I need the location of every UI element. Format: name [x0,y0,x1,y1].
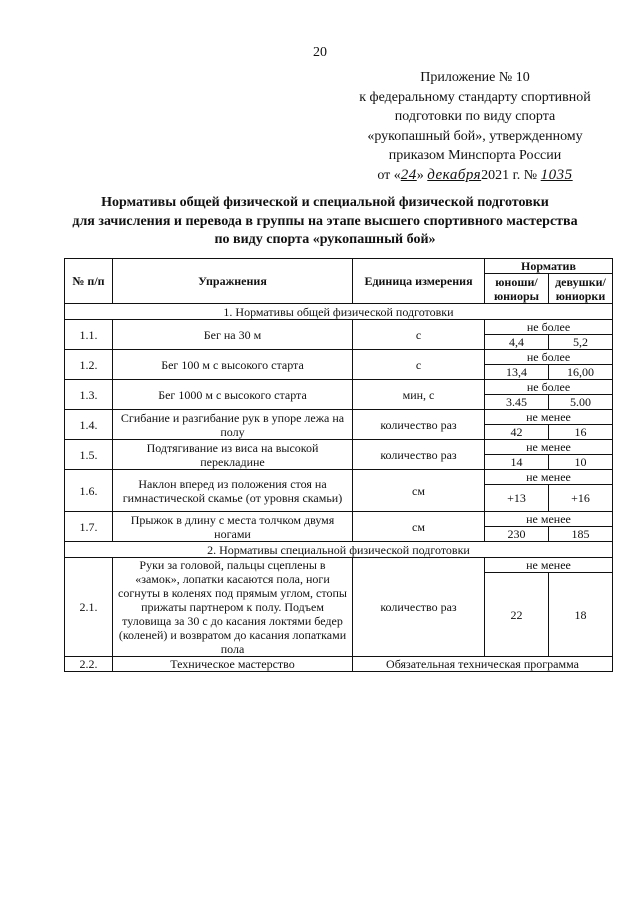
date-mid: » [416,167,424,183]
row-boys-value: 14 [485,455,549,470]
date-month: декабря [427,166,482,183]
section-2-title: 2. Нормативы специальной физической подготовки [65,542,613,558]
section-1-title: 1. Нормативы общей физической подготовки [65,304,613,320]
row-norm-label: не менее [485,410,613,425]
appendix-line-4: «рукопашный бой», утвержденному [367,128,583,144]
row-num: 1.1. [65,320,113,350]
row-boys-value: 22 [485,573,549,657]
date-day: 24 [400,166,417,183]
row-girls-value: 16 [549,425,613,440]
appendix-header [330,68,620,185]
row-girls-value: 10 [549,455,613,470]
document-title [40,194,610,250]
date-year: 2021 г. № [481,167,538,183]
header-norm: Норматив [485,259,613,274]
row-exercise: Прыжок в длину с места толчком двумя ногами [113,512,353,542]
row-exercise: Бег на 30 м [113,320,353,350]
row-num: 2.2. [65,657,113,672]
table-row [65,470,613,485]
table-row [65,350,613,365]
row-unit: см [353,512,485,542]
header-girls: девушки/ юниорки [549,274,613,304]
row-girls-value: 185 [549,527,613,542]
section-row [65,542,613,558]
row-exercise: Сгибание и разгибание рук в упоре лежа на полу [113,410,353,440]
appendix-line-5: приказом Минспорта России [388,148,562,163]
row-num: 1.7. [65,512,113,542]
row-num: 1.2. [65,350,113,380]
header-unit: Единица измерения [353,259,485,304]
row-unit: с [353,320,485,350]
row-boys-value: +13 [485,485,549,512]
table-row [65,512,613,527]
title-line-2: для зачисления и перевода в группы на этапе высшего спортивного мастерства [72,213,578,229]
row-girls-value: 5.00 [549,395,613,410]
row-boys-value: 13,4 [485,365,549,380]
row-num: 1.3. [65,380,113,410]
appendix-line-1: Приложение № 10 [420,70,530,85]
title-line-1: Нормативы общей физической и специальной физической подготовки [101,195,549,210]
row-norm-label: не менее [485,470,613,485]
header-num: № п/п [65,259,113,304]
row-boys-value: 230 [485,527,549,542]
row-exercise: Наклон вперед из положения стоя на гимнастической скамье (от уровня скамьи) [113,470,353,512]
header-boys: юноши/ юниоры [485,274,549,304]
appendix-line-2: к федеральному стандарту спортивной [359,89,591,105]
row-norm-label: не более [485,350,613,365]
row-norm-label: не менее [485,512,613,527]
table-row [65,440,613,455]
row-exercise: Техническое мастерство [113,657,353,672]
row-boys-value: 42 [485,425,549,440]
row-exercise: Бег 1000 м с высокого старта [113,380,353,410]
row-norm-label: не менее [485,558,613,573]
row-norm-label: не более [485,320,613,335]
row-girls-value: +16 [549,485,613,512]
table-row [65,657,613,672]
table-row [65,320,613,335]
page-number: 20 [313,45,327,60]
row-exercise: Бег 100 м с высокого старта [113,350,353,380]
date-prefix: от « [377,167,401,183]
row-technical-program: Обязательная техническая программа [353,657,613,672]
row-boys-value: 3.45 [485,395,549,410]
row-num: 1.6. [65,470,113,512]
row-unit: см [353,470,485,512]
row-num: 1.4. [65,410,113,440]
section-row [65,304,613,320]
row-unit: мин, с [353,380,485,410]
row-num: 1.5. [65,440,113,470]
table-row [65,380,613,395]
row-exercise: Подтягивание из виса на высокой перекладине [113,440,353,470]
title-line-3: по виду спорта «рукопашный бой» [214,232,436,247]
row-girls-value: 16,00 [549,365,613,380]
appendix-line-3: подготовки по виду спорта [394,109,556,124]
header-exercise: Упражнения [113,259,353,304]
table-row [65,410,613,425]
row-unit: количество раз [353,440,485,470]
order-number: 1035 [540,166,573,183]
row-unit: с [353,350,485,380]
norms-table [64,258,613,672]
row-boys-value: 4,4 [485,335,549,350]
row-girls-value: 5,2 [549,335,613,350]
table-header-row [65,259,613,274]
appendix-date-line [330,166,620,186]
row-num: 2.1. [65,558,113,657]
row-unit: количество раз [353,558,485,657]
row-girls-value: 18 [549,573,613,657]
row-norm-label: не более [485,380,613,395]
row-exercise: Руки за головой, пальцы сцеплены в «замок», лопатки касаются пола, ноги согнуты в коленях под прямым углом, стопы прижаты партнером к полу. Подъем туловища за 30 с до касания локтями бедер (коленей) и возвратом до касания лопатками пола [113,558,353,657]
row-norm-label: не менее [485,440,613,455]
row-unit: количество раз [353,410,485,440]
table-row [65,558,613,573]
